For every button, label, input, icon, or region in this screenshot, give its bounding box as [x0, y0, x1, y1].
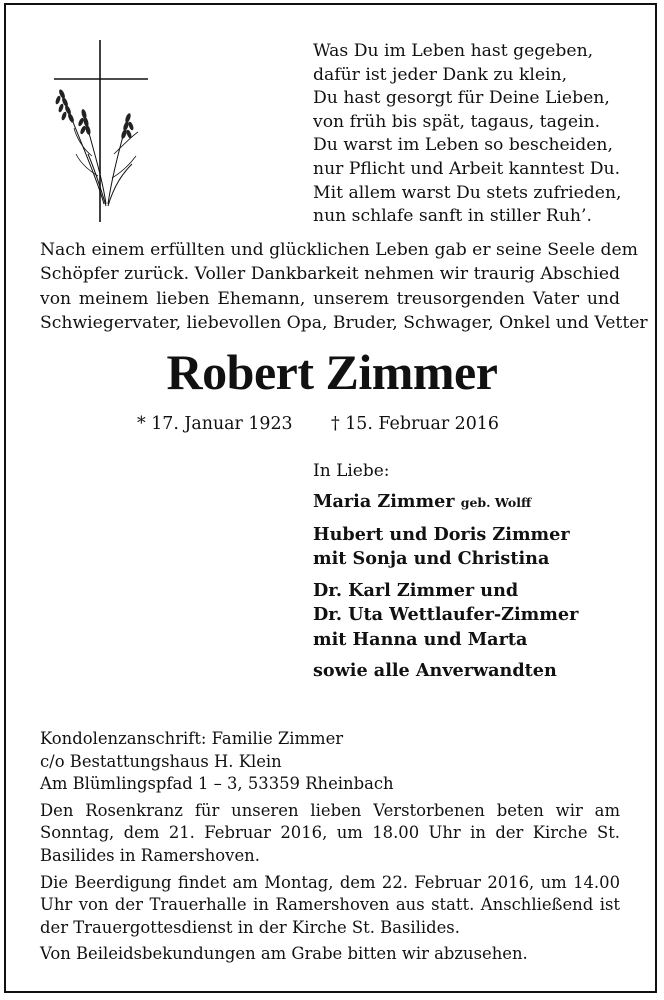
deceased-name: Robert Zimmer [166, 344, 498, 400]
intro-text [40, 238, 648, 335]
condolence-request: Von Beileidsbekundungen am Grabe bitten wir abzusehen. [40, 944, 528, 964]
cross-with-wheat-icon [48, 36, 158, 226]
intro-line: Nach einem erfüllten und glücklichen Leben gab er seine Seele dem [40, 240, 638, 260]
condolence-address [40, 728, 620, 796]
mourner-line: mit Sonja und Christina [313, 548, 550, 569]
poem [313, 40, 622, 229]
intro-line: Schwiegervater, liebevollen Opa, Bruder, Schwager, Onkel und Vetter [40, 312, 648, 333]
mourner-wife [313, 490, 578, 516]
poem-line: nur Pflicht und Arbeit kanntest Du. [313, 158, 621, 179]
poem-line: Du warst im Leben so bescheiden, [313, 135, 613, 156]
mourner-line: Dr. Karl Zimmer und [313, 579, 519, 601]
poem-line: dafür ist jeder Dank zu klein, [313, 64, 568, 85]
poem-line: von früh bis spät, tagaus, tagein. [313, 111, 601, 132]
funeral-notice: Die Beerdigung findet am Montag, dem 22. Februar 2016, um 14.00 Uhr von der Trauerhalle in Ramershoven aus statt. Anschließend ist der Trauergottesdienst in der Kirche St. Basilides. [40, 872, 620, 937]
mourner-line: mit Hanna und Marta [313, 628, 528, 650]
mourner-line: Hubert und Doris Zimmer [313, 523, 570, 545]
mourners-lead: In Liebe: [313, 461, 390, 481]
address-line: c/o Bestattungshaus H. Klein [40, 751, 282, 771]
mourner-wife-maiden: geb. Wolff [460, 495, 532, 510]
birth-date: * 17. Januar 1923 [137, 414, 293, 434]
mourner-wife-name: Maria Zimmer [313, 491, 455, 512]
poem-line: Mit allem warst Du stets zufrieden, [313, 182, 622, 203]
address-line: Kondolenzanschrift: Familie Zimmer [40, 729, 344, 748]
rosary-notice: Den Rosenkranz für unseren lieben Verstorbenen beten wir am Sonntag, dem 21. Februar 2016, um 18.00 Uhr in der Kirche St. Basilides in Ramershoven. [40, 800, 620, 865]
poem-line: Was Du im Leben hast gegeben, [313, 41, 594, 61]
poem-line: nun schlafe sanft in stiller Ruh’. [313, 206, 592, 227]
footer-notes [40, 728, 620, 966]
mourner-line: sowie alle Anverwandten [313, 660, 557, 681]
poem-line: Du hast gesorgt für Deine Lieben, [313, 88, 610, 109]
death-date: † 15. Februar 2016 [331, 414, 499, 434]
intro-line: von meinem lieben Ehemann, unserem treusorgenden Vater und [40, 288, 620, 309]
mourner-line: Dr. Uta Wettlaufer-Zimmer [313, 604, 579, 625]
address-line: Am Blümlingspfad 1 – 3, 53359 Rheinbach [40, 774, 394, 794]
mourners [313, 459, 578, 684]
intro-line: Schöpfer zurück. Voller Dankbarkeit nehmen wir traurig Abschied [40, 264, 620, 285]
